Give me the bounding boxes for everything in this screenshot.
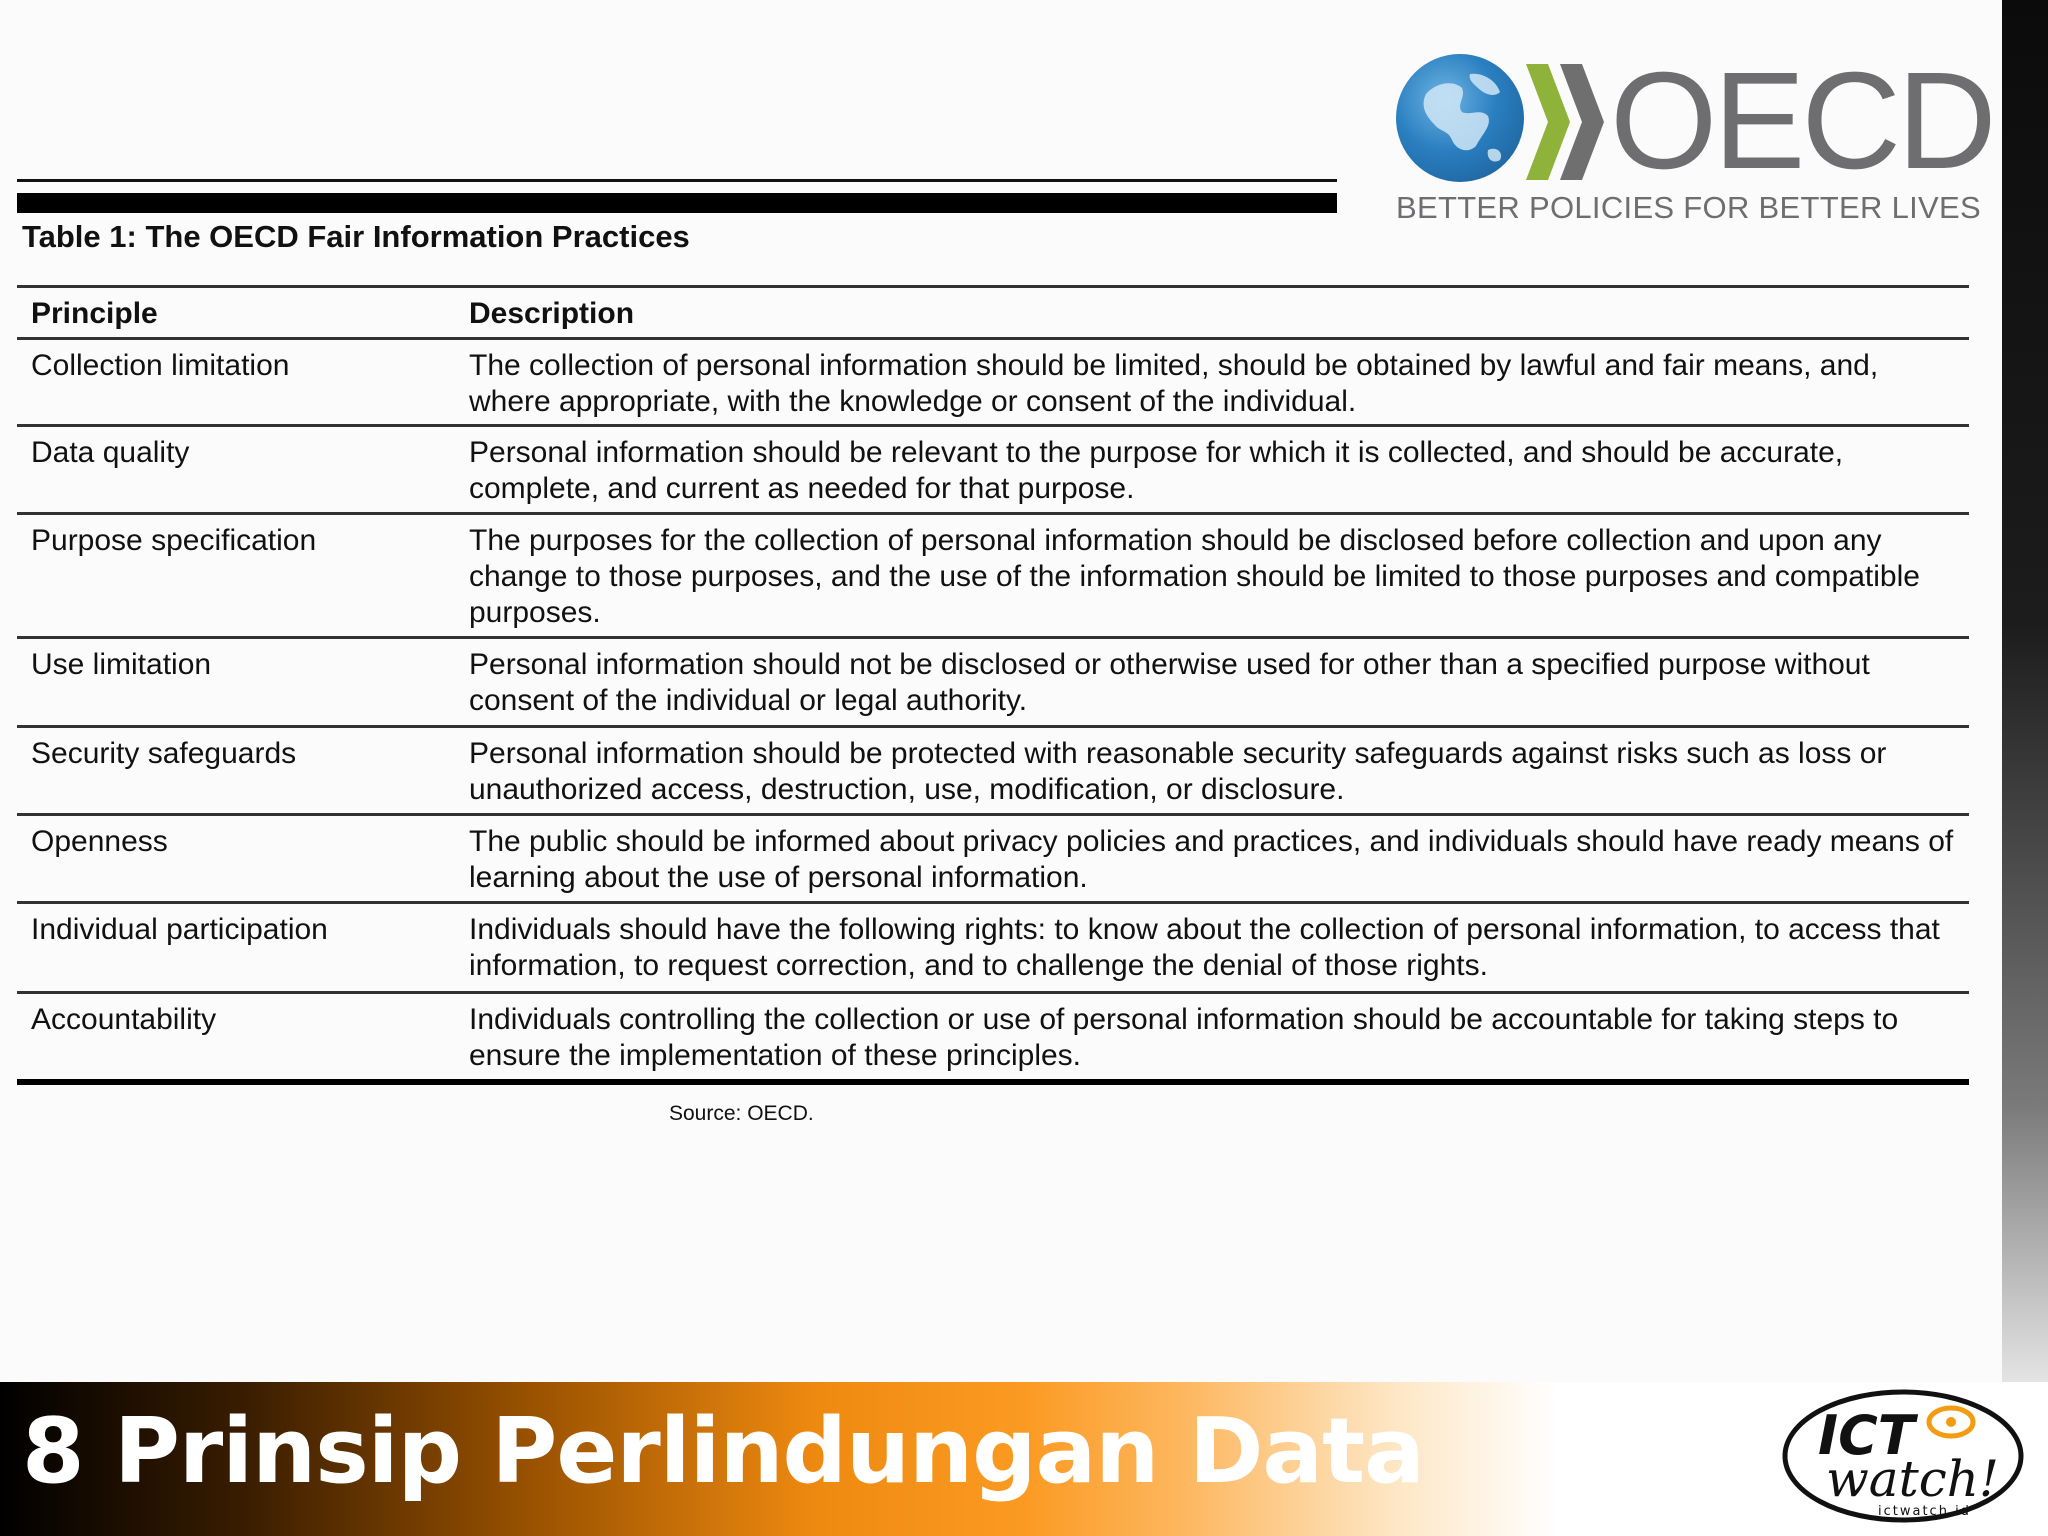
row-description: The public should be informed about privacy policies and practices, and individuals should have ready means of learning about the use of personal information. [469,825,1954,894]
principles-table [17,285,1969,1085]
right-edge-gradient [2002,0,2048,1382]
row-principle: Security safeguards [31,737,297,770]
row-description: Personal information should be relevant to the purpose for which it is collected, and should be accurate, complete, and current as needed for that purpose. [469,436,1844,505]
ict-logo-ict-text: ICT [1818,1404,1915,1467]
globe-icon [1396,54,1524,182]
table-row [17,728,1969,816]
row-principle: Collection limitation [31,349,290,382]
row-principle: Data quality [31,436,190,469]
row-principle: Openness [31,825,168,858]
top-rule-thick [17,193,1337,213]
ict-logo-watch-text: watch! [1826,1450,1999,1508]
table-title: Table 1: The OECD Fair Information Practices [22,219,690,254]
ict-logo-url: ictwatch.id [1878,1504,1971,1519]
table-row [17,994,1969,1085]
header-description: Description [469,297,635,330]
top-rule-thin [17,179,1337,182]
row-principle: Individual participation [31,913,328,946]
table-row [17,639,1969,728]
slide-title: 8 Prinsip Perlindungan Data [22,1399,1424,1504]
oecd-logo [1392,44,1993,230]
table-row [17,515,1969,639]
chevrons-icon [1522,62,1612,182]
row-description: Individuals controlling the collection or use of personal information should be accountable for taking steps to ensure the implementation of these principles. [469,1003,1899,1072]
oecd-tagline: BETTER POLICIES FOR BETTER LIVES [1396,190,1981,225]
row-principle: Purpose specification [31,524,317,557]
row-description: Personal information should not be disclosed or otherwise used for other than a specified purpose without consent of the individual or legal authority. [469,648,1870,717]
row-principle: Accountability [31,1003,217,1036]
row-description: The collection of personal information should be limited, should be obtained by lawful and fair means, and, where appropriate, with the knowledge or consent of the individual. [469,349,1879,418]
table-row [17,904,1969,994]
table-row [17,427,1969,515]
table-header-row [17,288,1969,340]
table-row [17,340,1969,427]
row-description: The purposes for the collection of personal information should be disclosed before collection and upon any change to those purposes, and the use of the information should be limited to those purposes and compatible purposes. [469,524,1920,629]
oecd-wordmark: OECD [1610,44,1993,198]
row-description: Personal information should be protected with reasonable security safeguards against risks such as loss or unauthorized access, destruction, use, modification, or disclosure. [469,737,1887,806]
row-principle: Use limitation [31,648,212,681]
row-description: Individuals should have the following rights: to know about the collection of personal information, to access that information, to request correction, and to challenge the denial of those rights. [469,913,1940,982]
table-source: Source: OECD. [669,1102,814,1125]
table-row [17,816,1969,904]
header-principle: Principle [31,297,158,330]
ict-watch-logo [1778,1384,2028,1526]
